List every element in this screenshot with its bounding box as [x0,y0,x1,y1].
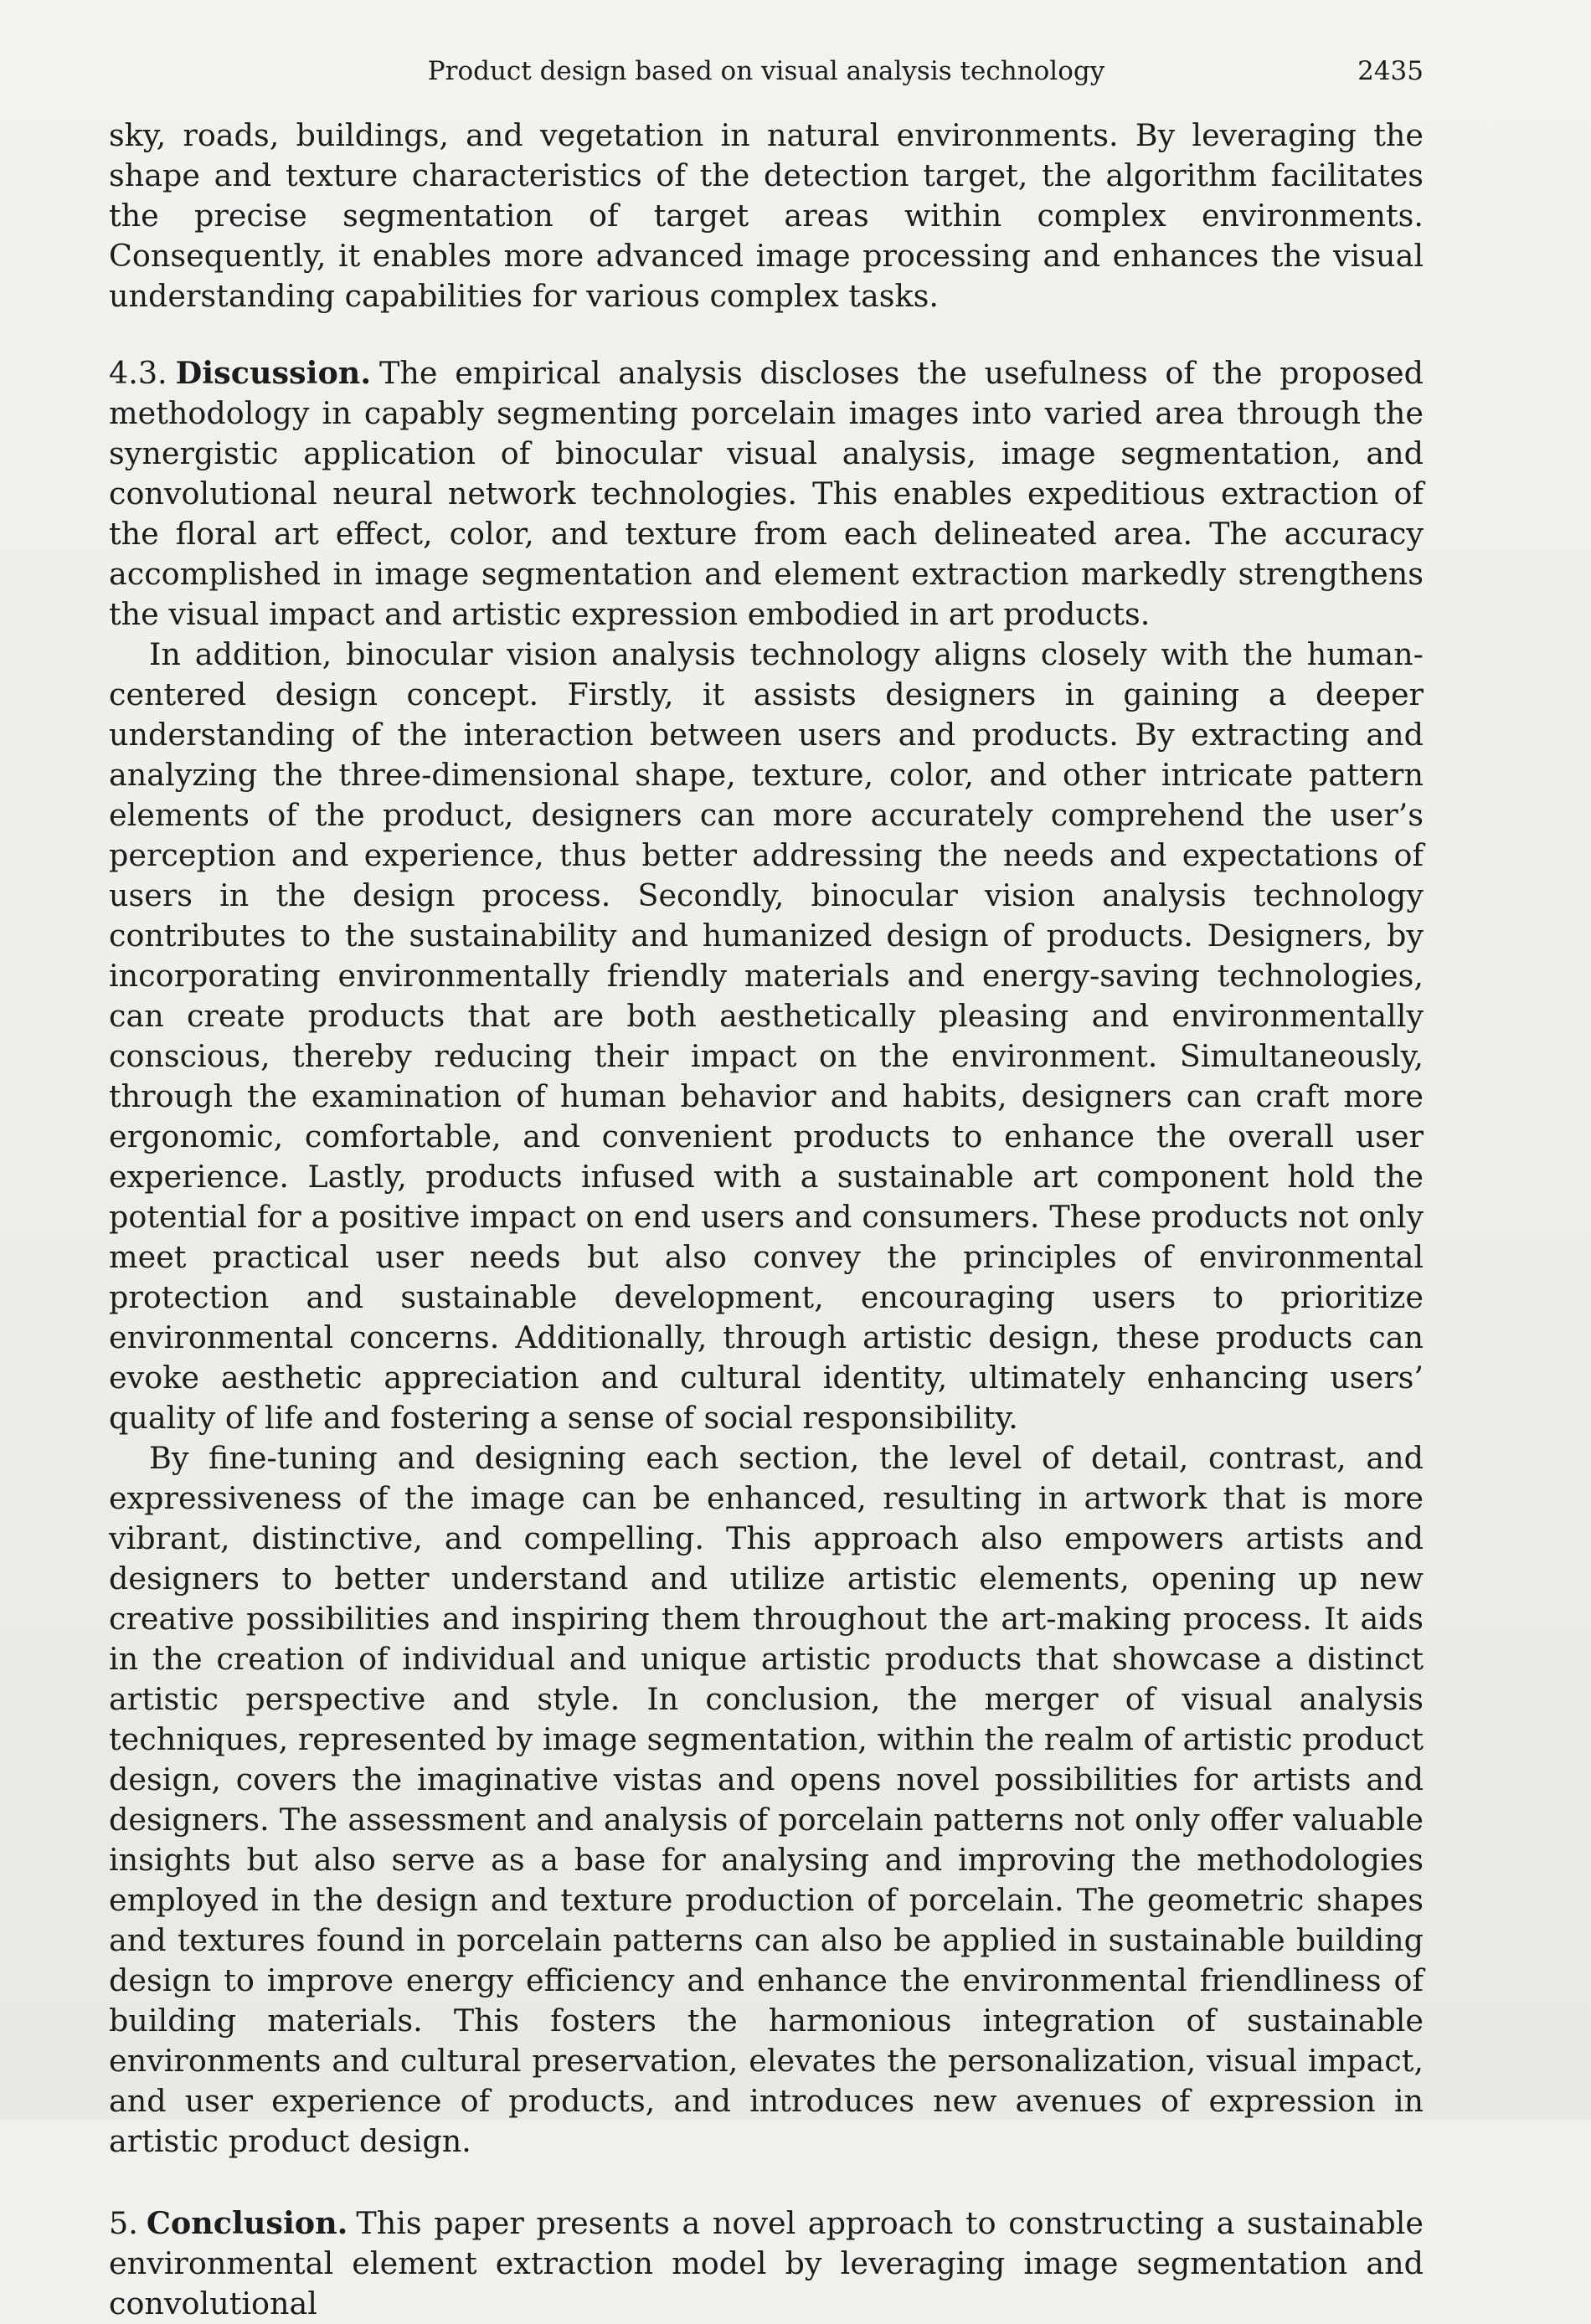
page-number: 2435 [1357,56,1424,86]
section-number: 5. [109,2205,138,2241]
section-discussion [109,353,1424,635]
running-header [109,49,1424,94]
paragraph-intro: sky, roads, buildings, and vegetation in natural environments. By leveraging the shape and texture characteristics of the detection target, the algorithm facilitates the precise segmentation of target areas within complex environments. Consequently, it enables more advanced image processing and enhances the visual understanding capabilities for various complex tasks. [109,117,1424,314]
running-title: Product design based on visual analysis technology [427,56,1105,86]
section-conclusion [109,2203,1424,2324]
section-number: 4.3. [109,355,167,391]
section-text: This paper presents a novel approach to constructing a sustainable environmental element extraction model by leveraging image segmentation and convolutional [109,2205,1424,2321]
section-text: The empirical analysis discloses the usefulness of the proposed methodology in capably segmenting porcelain images into varied area through the synergistic application of binocular visual analysis, image segmentation, and convolutional neural network technologies. This enables expeditious extraction of the floral art effect, color, and texture from each delineated area. The accuracy accomplished in image segmentation and element extraction markedly strengthens the visual impact and artistic expression embodied in art products. [109,355,1424,632]
paragraph-addition: In addition, binocular vision analysis technology aligns closely with the human-centered design concept. Firstly, it assists designers in gaining a deeper understanding of the interaction between users and products. By extracting and analyzing the three-dimensional shape, texture, color, and other intricate pattern elements of the product, designers can more accurately comprehend the user’s perception and experience, thus better addressing the needs and expectations of users in the design process. Secondly, binocular vision analysis technology contributes to the sustainability and humanized design of products. Designers, by incorporating environmentally friendly materials and energy-saving technologies, can create products that are both aesthetically pleasing and environmentally conscious, thereby reducing their impact on the environment. Simultaneously, through the examination of human behavior and habits, designers can craft more ergonomic, comfortable, and convenient products to enhance the overall user experience. Lastly, products infused with a sustainable art component hold the potential for a positive impact on end users and consumers. These products not only meet practical user needs but also convey the principles of environmental protection and sustainable development, encouraging users to prioritize environmental concerns. Additionally, through artistic design, these products can evoke aesthetic appreciation and cultural identity, ultimately enhancing users’ quality of life and fostering a sense of social responsibility. [109,636,1424,1436]
body-text [109,116,1424,2324]
section-title: Discussion. [175,355,372,391]
paragraph-finetuning: By fine-tuning and designing each section, the level of detail, contrast, and expressiveness of the image can be enhanced, resulting in artwork that is more vibrant, distinctive, and compelling. This approach also empowers artists and designers to better understand and utilize artistic elements, opening up new creative possibilities and inspiring them throughout the art-making process. It aids in the creation of individual and unique artistic products that showcase a distinct artistic perspective and style. In conclusion, the merger of visual analysis techniques, represented by image segmentation, within the realm of artistic product design, covers the imaginative vistas and opens novel possibilities for artists and designers. The assessment and analysis of porcelain patterns not only offer valuable insights but also serve as a base for analysing and improving the methodologies employed in the design and texture production of porcelain. The geometric shapes and textures found in porcelain patterns can also be applied in sustainable building design to improve energy efficiency and enhance the environmental friendliness of building materials. This fosters the harmonious integration of sustainable environments and cultural preservation, elevates the personalization, visual impact, and user experience of products, and introduces new avenues of expression in artistic product design. [109,1440,1424,2159]
section-title: Conclusion. [146,2205,348,2241]
